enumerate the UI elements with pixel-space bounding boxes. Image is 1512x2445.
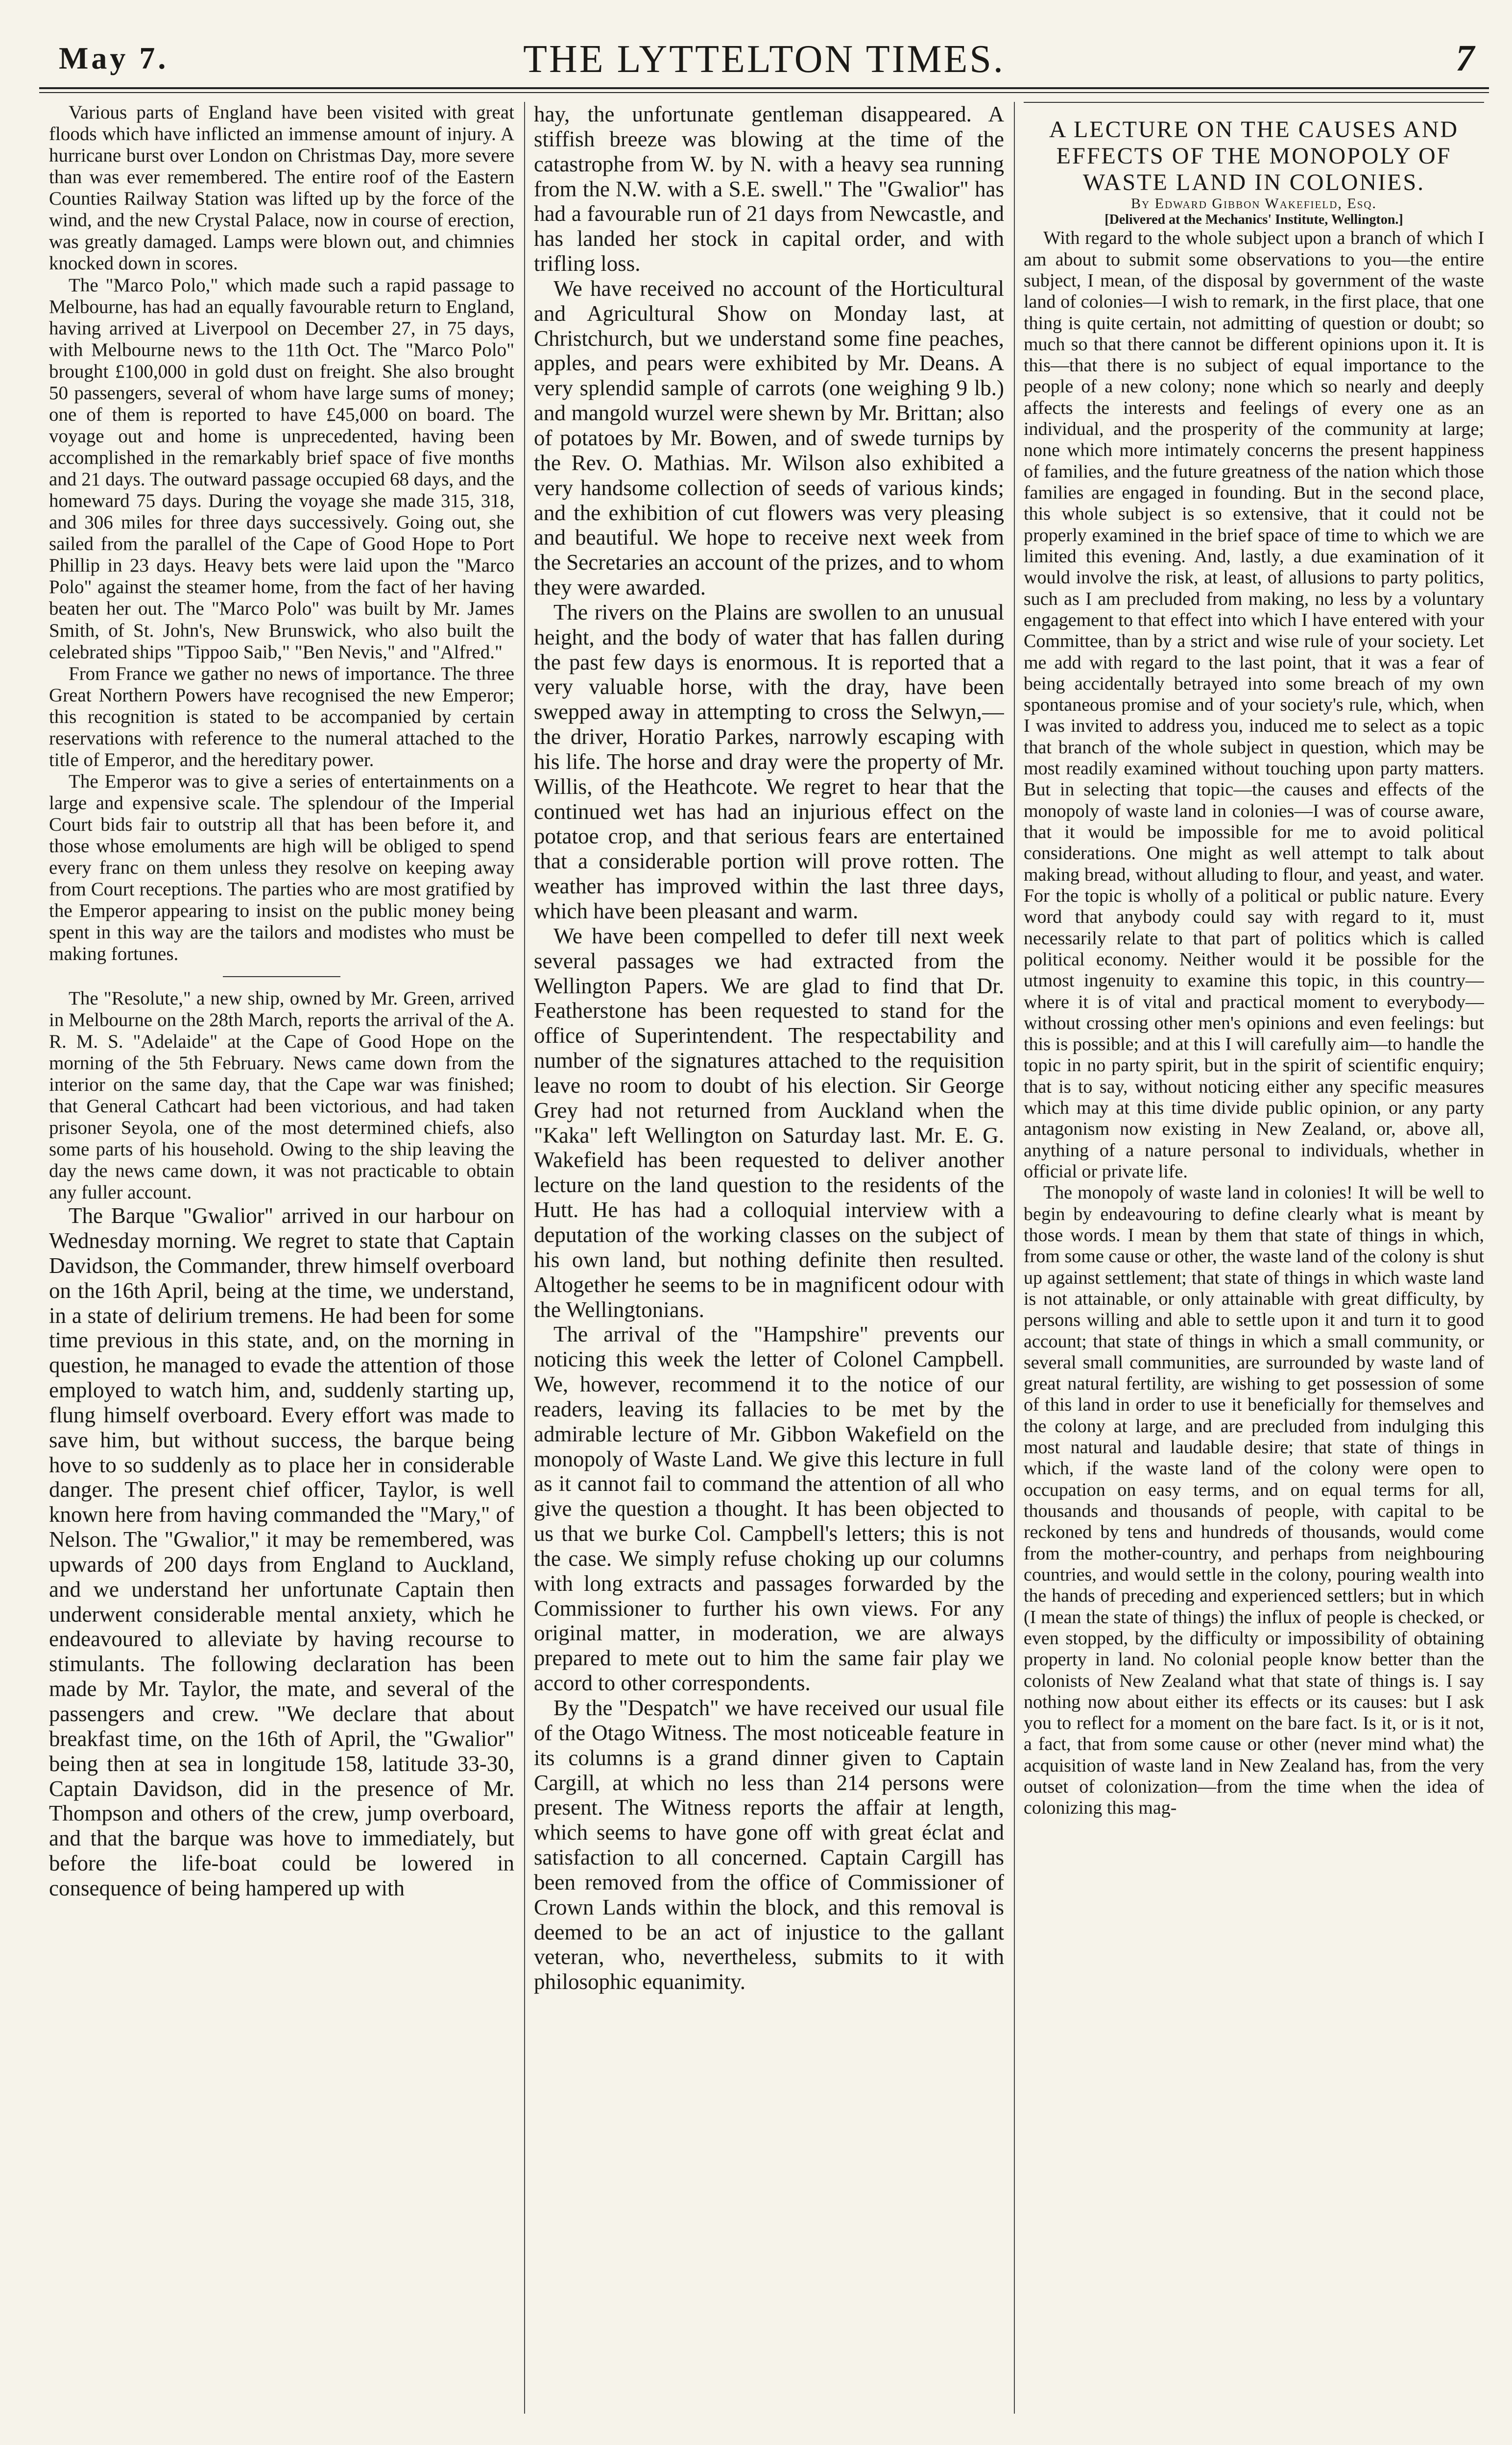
lecture-paragraph-2: The monopoly of waste land in colonies! It will be well to begin by endeavouring to define clearly what is meant by those words. I mean by them that state of things in which, from some cause or other, the waste land of the colony is shut up against settlement; that state of things in which waste land is not attainable, or only attainable with great difficulty, by persons willing and able to settle upon it and turn it to good account; that state of things in which a small community, or several small communities, are surrounded by waste land of great natural fertility, are wishing to get possession of some of this land in order to use it beneficially for themselves and the colony at large, and are precluded from indulging this most natural and laudable desire; that state of things in which, if the waste land of the colony were open to occupation on easy terms, and on equal terms for all, thousands and thousands of people, with capital to be reckoned by tens and hundreds of thousands, would come from the mother-country, and perhaps from neighbouring countries, and would settle in the colony, pouring wealth into the hands of preceding and experienced settlers; but in which (I mean the state of things) the influx of people is checked, or even stopped, by the difficulty or impossibility of obtaining property in land. No colonial people know better than the colonists of New Zealand what that state of things is. I say nothing now about either its effects or its causes: but I ask you to reflect for a moment on the bare fact. Is it, or is it not, a fact, that from some cause or other (never mind what) the acquisition of waste land in New Zealand has, from the very outset of colonization—from the time when the idea of colonizing this mag- [1024,1182,1484,1819]
column-1 [49,102,514,2414]
column-3 [1024,102,1484,2414]
article-otago-witness: By the "Despatch" we have received our usual file of the Otago Witness. The most noticeable feature in its columns is a grand dinner given to Captain Cargill, at which no less than 214 persons were present. The Witness reports the affair at length, which seems to have gone off with great éclat and satisfaction to all concerned. Captain Cargill has been removed from the office of Commissioner of Crown Lands within the block, and this removal is deemed to be an act of injustice to the gallant veteran, who, nevertheless, submits to it with philosophic equanimity. [534,1696,1004,1994]
article-resolute: The "Resolute," a new ship, owned by Mr. Green, arrived in Melbourne on the 28th March, reports the arrival of the A. R. M. S. "Adelaide" at the Cape of Good Hope on the morning of the 5th February. News came down from the interior on the same day, that the Cape war was finished; that General Cathcart had been victorious, and had taken prisoner Seyola, one of the most determined chiefs, also some parts of his household. Owing to the ship leaving the day the news came down, it was not practicable to obtain any fuller account. [49,987,514,1203]
newspaper-page [39,20,1489,2429]
page-number: 7 [1456,38,1474,79]
lecture-paragraph-1: With regard to the whole subject upon a branch of which I am about to submit some observations to you—the entire subject, I mean, of the disposal by government of the waste land of colonies—I wish to remark, in the first place, that one thing is quite certain, not admitting of question or doubt; so much so that there cannot be different opinions upon it. It is this—that there is no subject of equal importance to the people of a new colony; none which so nearly and deeply affects the interests and feelings of every one as an individual, and the prosperity of the community at large; none which more intimately concerns the present happiness of families, and the future greatness of the nation which those families are engaged in founding. But in the second place, this whole subject is so extensive, that it could not be properly examined in the brief space of time to which we are limited this evening. And, lastly, a due examination of it would involve the risk, at least, of allusions to party politics, such as I am precluded from making, no less by a voluntary engagement to that effect into which I have entered with your Committee, than by a strict and wise rule of your society. Let me add with regard to the last point, that it was a fear of being accidentally betrayed into some breach of my own spontaneous promise and of your society's rule, which, when I was invited to address you, induced me to select as a topic that branch of the whole subject in question, which may be most readily examined without touching upon party matters. But in selecting that topic—the causes and effects of the monopoly of waste land in colonies—I was of course aware, that it would be impossible for me to avoid political considerations. One might as well attempt to talk about making bread, without alluding to flour, and yeast, and water. For the topic is wholly of a political or public nature. Every word that anybody could say with regard to it, must necessarily relate to that part of politics which is called political economy. Neither would it be possible for the utmost ingenuity to examine this topic, in this country—where it is of vital and practical moment to everybody—without crossing other men's opinions and even feelings: but this is possible; and at this I will carefully aim—to handle the topic in no party spirit, but in the spirit of scientific enquiry; that is to say, without noticing either any specific measures which may at this time divide public opinion, or any party antagonism now existing in New Zealand, or, above all, anything of a nature personal to individuals, whether in official or private life. [1024,228,1484,1182]
article-rivers: The rivers on the Plains are swollen to an unusual height, and the body of water that has fallen during the past few days is enormous. It is reported that a very valuable horse, with the dray, have been swepped away in attempting to cross the Selwyn,—the driver, Horatio Parkes, narrowly escaping with his life. The horse and dray were the property of Mr. Willis, of the Heathcote. We regret to hear that the continued wet has had an injurious effect on the potatoe crop, and that serious fears are entertained that a considerable portion will prove rotten. The weather has improved within the last three days, which have been pleasant and warm. [534,599,1004,923]
article-marco-polo: The "Marco Polo," which made such a rapid passage to Melbourne, has had an equally favourable return to England, having arrived at Liverpool on December 27, in 75 days, with Melbourne news to the 11th Oct. The "Marco Polo" brought £100,000 in gold dust on freight. She also brought 50 passengers, several of whom have large sums of money; one of them is reported to have £45,000 on board. The voyage out and home is unprecedented, having been accomplished in the remarkably brief space of five months and 21 days. The outward passage occupied 68 days, and the homeward 75 days. During the voyage she made 315, 318, and 306 miles for three days successively. Going out, she sailed from the parallel of the Cape of Good Hope to Port Phillip in 23 days. Heavy bets were laid upon the "Marco Polo" against the steamer home, from the fact of her having beaten her out. The "Marco Polo" was built by Mr. James Smith, of St. John's, New Brunswick, who also built the celebrated ships "Tippoo Saib," "Ben Nevis," and "Alfred." [49,274,514,663]
article-gwalior: The Barque "Gwalior" arrived in our harbour on Wednesday morning. We regret to state that Captain Davidson, the Commander, threw himself overboard on the 16th April, being at the time, we understand, in a state of delirium tremens. He had been for some time previous in this state, and, on the morning in question, he managed to evade the attention of those employed to watch him, and, suddenly starting up, flung himself overboard. Every effort was made to save him, but without success, the barque being hove to so suddenly as to place her in considerable danger. The present chief officer, Taylor, is well known here from having commanded the "Mary," of Nelson. The "Gwalior," it may be remembered, was upwards of 200 days from England to Auckland, and we understand her unfortunate Captain then underwent considerable mental anxiety, which he endeavoured to alleviate by having recourse to stimulants. The following declaration has been made by Mr. Taylor, the mate, and several of the passengers and crew. "We declare that about breakfast time, on the 16th of April, the "Gwalior" being then at sea in longitude 158, latitude 33-30, Captain Davidson, did in the presence of Mr. Thompson and others of the crew, jump overboard, and that the barque was hove to immediately, but before the life-boat could be lowered in consequence of being hampered up with [49,1203,514,1900]
lecture-header [1024,102,1484,228]
column-divider [524,102,525,2414]
issue-date: May 7. [59,41,169,75]
lecture-title: A LECTURE ON THE CAUSES AND EFFECTS OF THE MONOPOLY OF WASTE LAND IN COLONIES. [1049,117,1459,195]
article-floods: Various parts of England have been visited with great floods which have inflicted an immense amount of injury. A hurricane burst over London on Christmas Day, more severe than was ever remembered. The entire roof of the Eastern Counties Railway Station was lifted up by the force of the wind, and the new Crystal Palace, now in course of erection, was greatly damaged. Lamps were blown out, and chimnies knocked down in scores. [49,102,514,274]
article-divider [223,976,340,977]
article-gwalior-cont: hay, the unfortunate gentleman disappeared. A stiffish breeze was blowing at the time of the catastrophe from W. by N. with a heavy sea running from the N.W. with a S.E. swell." The "Gwalior" has had a favourable run of 21 days from Newcastle, and has landed her stock in capital order, and with trifling loss. [534,102,1004,276]
header-rule [39,87,1489,89]
column-2 [534,102,1004,2414]
lecture-note: [Delivered at the Mechanics' Institute, Wellington.] [1104,212,1403,228]
newspaper-title: THE LYTTELTON TIMES. [523,38,1005,81]
masthead [39,20,1489,93]
article-france: From France we gather no news of importance. The three Great Northern Powers have recognised the new Emperor; this recognition is stated to be accompanied by certain reservations with reference to the numeral attached to the title of Emperor, and the hereditary power. [49,663,514,770]
article-emperor: The Emperor was to give a series of entertainments on a large and expensive scale. The splendour of the Imperial Court bids fair to outstrip all that has been before it, and those whose emoluments are high will be obliged to spend every franc on them unless they resolve on keeping away from Court receptions. The parties who are most gratified by the Emperor appearing to insist on the public money being spent in this way are the tailors and modistes who must be making fortunes. [49,770,514,965]
column-divider [1014,102,1015,2414]
article-hampshire: The arrival of the "Hampshire" prevents our noticing this week the letter of Colonel Campbell. We, however, recommend it to the notice of our readers, leaving its fallacies to be met by the admirable lecture of Mr. Gibbon Wakefield on the monopoly of Waste Land. We give this lecture in full as it cannot fail to command the attention of all who give the question a thought. It has been objected to us that we burke Col. Campbell's letters; this is not the case. We simply refuse choking up our columns with long extracts and passages forwarded by the Commissioner to further his own views. For any original matter, in moderation, we are always prepared to mete out to him the same fair play we accord to other correspondents. [534,1322,1004,1696]
lecture-byline: By Edward Gibbon Wakefield, Esq. [1130,195,1377,212]
header-rule-thin [39,92,1489,93]
article-horticultural-show: We have received no account of the Horticultural and Agricultural Show on Monday last, at Christchurch, but we understand some fine peaches, apples, and pears were exhibited by Mr. Deans. A very splendid sample of carrots (one weighing 9 lb.) and mangold wurzel were shewn by Mr. Brittan; also of potatoes by Mr. Bowen, and of swede turnips by the Rev. O. Mathias. Mr. Wilson also exhibited a very handsome collection of seeds of various kinds; and the exhibition of cut flowers was very pleasing and beautiful. We hope to receive next week from the Secretaries an account of the prizes, and to whom they were awarded. [534,276,1004,600]
article-wellington: We have been compelled to defer till next week several passages we had extracted from the Wellington Papers. We are glad to find that Dr. Featherstone has been requested to stand for the office of Superintendent. The respectability and number of the signatures attached to the requisition leave no room to doubt of his election. Sir George Grey had not returned from Auckland when the "Kaka" left Wellington on Saturday last. Mr. E. G. Wakefield has been requested to deliver another lecture on the land question to the residents of the Hutt. He has had a colloquial interview with a deputation of the working classes on the subject of his own land, but nothing definite then resulted. Altogether he seems to be in magnificent odour with the Wellingtonians. [534,923,1004,1322]
